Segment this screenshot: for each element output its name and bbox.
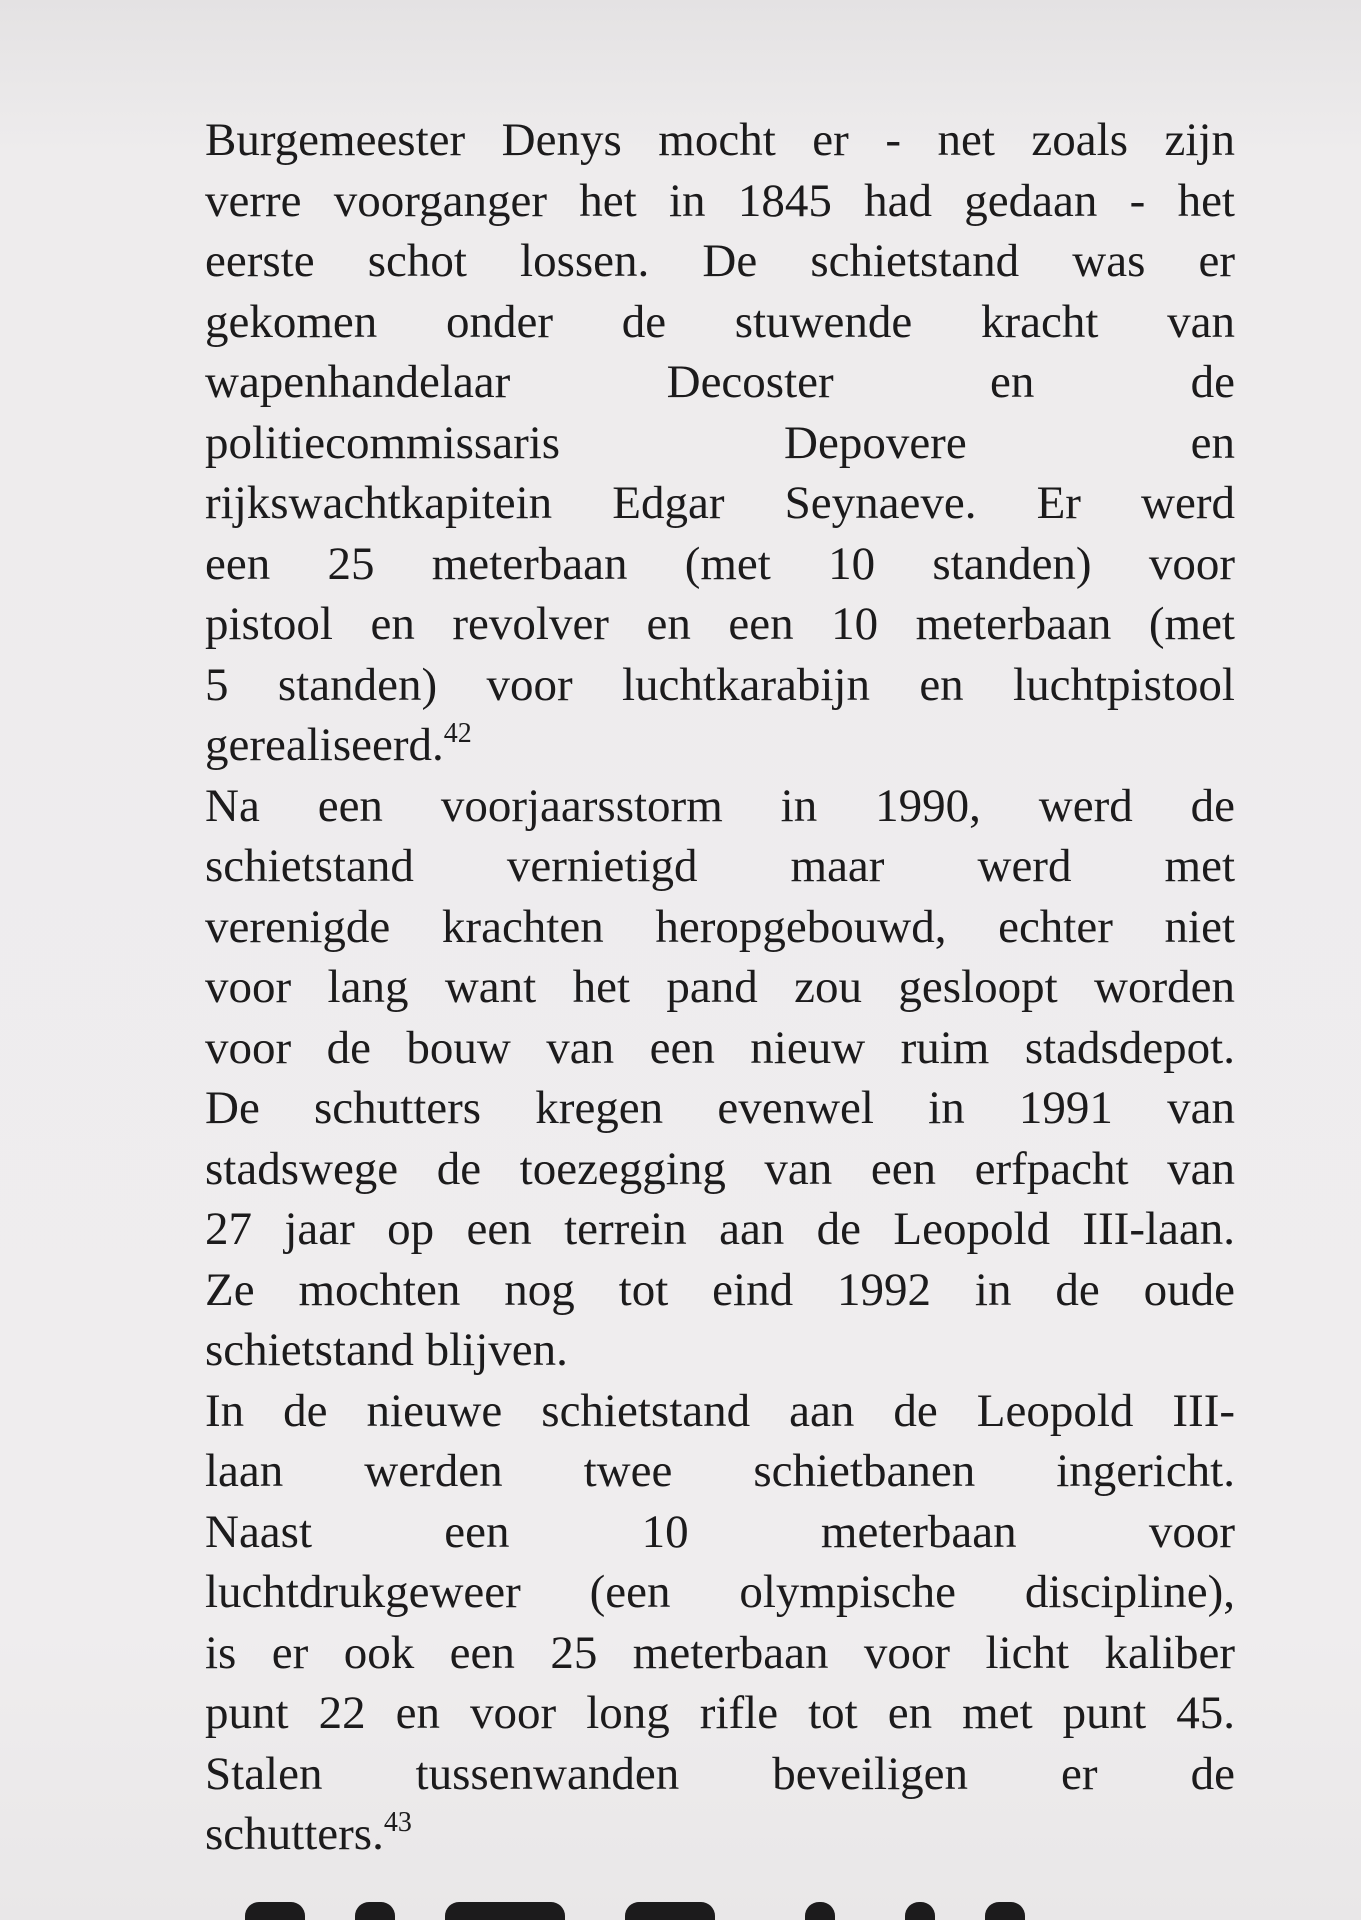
text-line: schietstand vernietigd maar werd met bbox=[205, 840, 1235, 892]
text-line: wapenhandelaar Decoster en de bbox=[205, 356, 1235, 408]
text-line: politiecommissaris Depovere en bbox=[205, 416, 1235, 469]
text-line: Burgemeester Denys mocht er - net zoals zijn bbox=[205, 114, 1235, 166]
text-line: verenigde krachten heropgebouwd, echter niet bbox=[205, 900, 1235, 953]
text-line: Ze mochten nog tot eind 1992 in de oude bbox=[205, 1263, 1235, 1316]
text-line: De schutters kregen evenwel in 1991 van bbox=[205, 1082, 1235, 1134]
text-line: Na een voorjaarsstorm in 1990, werd de bbox=[205, 779, 1235, 832]
text-line: rijkswachtkapitein Edgar Seynaeve. Er werd bbox=[205, 477, 1235, 529]
body-text bbox=[205, 110, 1235, 1865]
text-line: luchtdrukgeweer (een olympische discipline), bbox=[205, 1566, 1235, 1618]
text-line: een 25 meterbaan (met 10 standen) voor bbox=[205, 537, 1235, 590]
text-line: punt 22 en voor long rifle tot en met punt 45. bbox=[205, 1687, 1235, 1739]
text-line: laan werden twee schietbanen ingericht. bbox=[205, 1445, 1235, 1497]
paragraph bbox=[205, 110, 1235, 776]
text-line: pistool en revolver en een 10 meterbaan (met bbox=[205, 598, 1235, 650]
text-line: stadswege de toezegging van een erfpacht van bbox=[205, 1142, 1235, 1195]
footnote-marker: 43 bbox=[383, 1807, 412, 1838]
text-line: 5 standen) voor luchtkarabijn en luchtpistool bbox=[205, 658, 1235, 711]
text-line: 27 jaar op een terrein aan de Leopold III-laan. bbox=[205, 1203, 1235, 1255]
text-line: voor de bouw van een nieuw ruim stadsdepot. bbox=[205, 1021, 1235, 1074]
footnote-marker: 42 bbox=[443, 718, 472, 749]
text-line: schutters.$^{43}$ bbox=[205, 1807, 412, 1860]
text-line: voor lang want het pand zou gesloopt worden bbox=[205, 961, 1235, 1013]
paragraph bbox=[205, 1381, 1235, 1865]
text-line: verre voorganger het in 1845 had gedaan - het bbox=[205, 174, 1235, 227]
text-line: Stalen tussenwanden beveiligen er de bbox=[205, 1747, 1235, 1800]
text-line: schietstand blijven. bbox=[205, 1324, 568, 1376]
text-line: gerealiseerd.$^{42}$ bbox=[205, 718, 472, 771]
text-line: gekomen onder de stuwende kracht van bbox=[205, 295, 1235, 348]
text-line: In de nieuwe schietstand aan de Leopold III- bbox=[205, 1384, 1235, 1437]
paragraph bbox=[205, 776, 1235, 1381]
cutoff-heading-fragment bbox=[205, 1880, 1235, 1920]
text-line: Naast een 10 meterbaan voor bbox=[205, 1505, 1235, 1558]
text-line: is er ook een 25 meterbaan voor licht kaliber bbox=[205, 1626, 1235, 1679]
text-line: eerste schot lossen. De schietstand was er bbox=[205, 235, 1235, 287]
